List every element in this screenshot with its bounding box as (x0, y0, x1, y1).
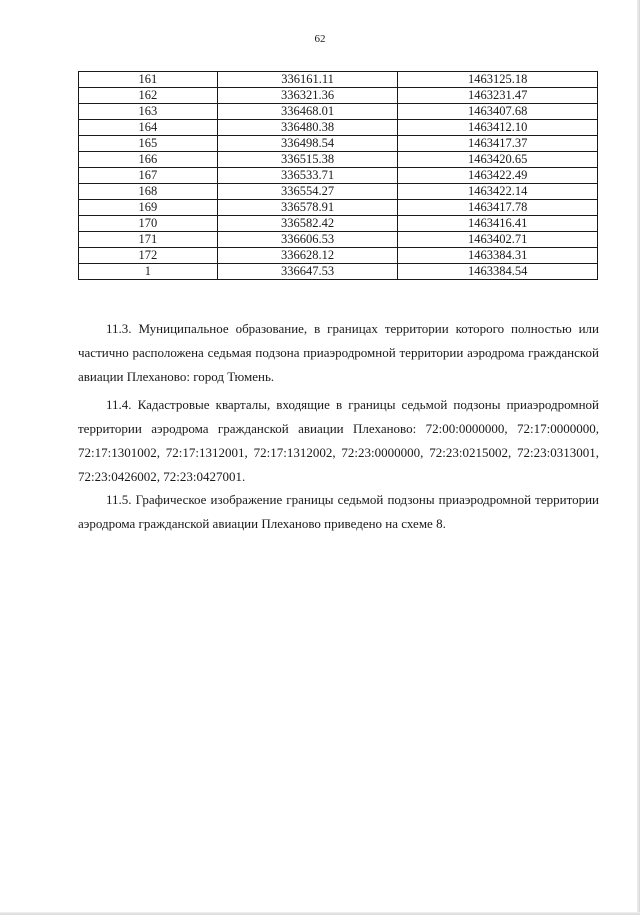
table-row (79, 232, 598, 248)
table-row (79, 120, 598, 136)
paragraph-11-4-block (78, 393, 599, 489)
x-coordinate-cell: 336515.38 (217, 152, 398, 168)
coordinates-table (78, 71, 598, 280)
x-coordinate-cell: 336606.53 (217, 232, 398, 248)
table-row (79, 248, 598, 264)
point-number-cell: 172 (79, 248, 218, 264)
point-number-cell: 163 (79, 104, 218, 120)
point-number-cell: 171 (79, 232, 218, 248)
x-coordinate-cell: 336554.27 (217, 184, 398, 200)
x-coordinate-cell: 336480.38 (217, 120, 398, 136)
x-coordinate-cell: 336628.12 (217, 248, 398, 264)
table-row (79, 264, 598, 280)
paragraph-11-3-block (78, 317, 599, 389)
table-row (79, 152, 598, 168)
y-coordinate-cell: 1463422.14 (398, 184, 598, 200)
y-coordinate-cell: 1463417.37 (398, 136, 598, 152)
point-number-cell: 168 (79, 184, 218, 200)
x-coordinate-cell: 336647.53 (217, 264, 398, 280)
y-coordinate-cell: 1463402.71 (398, 232, 598, 248)
point-number-cell: 169 (79, 200, 218, 216)
point-number-cell: 167 (79, 168, 218, 184)
paragraph-11-5: 11.5. Графическое изображение границы седьмой подзоны приаэродромной территории аэродрома гражданской авиации Плеханово приведено на схеме 8. (78, 492, 599, 531)
y-coordinate-cell: 1463422.49 (398, 168, 598, 184)
y-coordinate-cell: 1463416.41 (398, 216, 598, 232)
x-coordinate-cell: 336321.36 (217, 88, 398, 104)
x-coordinate-cell: 336161.11 (217, 72, 398, 88)
x-coordinate-cell: 336533.71 (217, 168, 398, 184)
point-number-cell: 1 (79, 264, 218, 280)
point-number-cell: 165 (79, 136, 218, 152)
table-row (79, 200, 598, 216)
paragraph-11-4: 11.4. Кадастровые кварталы, входящие в границы седьмой подзоны приаэродромной территории аэродрома гражданской авиации Плеханово: 72:00:0000000, 72:17:0000000, 72:17:1301002, 72:17:1312001, 72:17:1312002, 72:23:0000000, 72:23:0215002, 72:23:0313001, 72:23:0426002, 72:23:0427001. (78, 397, 599, 484)
y-coordinate-cell: 1463417.78 (398, 200, 598, 216)
y-coordinate-cell: 1463412.10 (398, 120, 598, 136)
paragraph-11-5-block (78, 488, 599, 536)
y-coordinate-cell: 1463384.54 (398, 264, 598, 280)
table-row (79, 72, 598, 88)
x-coordinate-cell: 336468.01 (217, 104, 398, 120)
table-row (79, 136, 598, 152)
coordinates-table-body (79, 72, 598, 280)
x-coordinate-cell: 336498.54 (217, 136, 398, 152)
y-coordinate-cell: 1463231.47 (398, 88, 598, 104)
point-number-cell: 166 (79, 152, 218, 168)
y-coordinate-cell: 1463420.65 (398, 152, 598, 168)
point-number-cell: 161 (79, 72, 218, 88)
x-coordinate-cell: 336578.91 (217, 200, 398, 216)
table-row (79, 88, 598, 104)
table-row (79, 216, 598, 232)
page-number: 62 (314, 33, 326, 45)
point-number-cell: 164 (79, 120, 218, 136)
point-number-cell: 170 (79, 216, 218, 232)
paragraph-11-3: 11.3. Муниципальное образование, в границах территории которого полностью или частично расположена седьмая подзона приаэродромной территории аэродрома гражданской авиации Плеханово: город Тюмень. (78, 321, 599, 384)
table-row (79, 168, 598, 184)
table-row (79, 104, 598, 120)
y-coordinate-cell: 1463125.18 (398, 72, 598, 88)
y-coordinate-cell: 1463384.31 (398, 248, 598, 264)
point-number-cell: 162 (79, 88, 218, 104)
table-row (79, 184, 598, 200)
y-coordinate-cell: 1463407.68 (398, 104, 598, 120)
x-coordinate-cell: 336582.42 (217, 216, 398, 232)
